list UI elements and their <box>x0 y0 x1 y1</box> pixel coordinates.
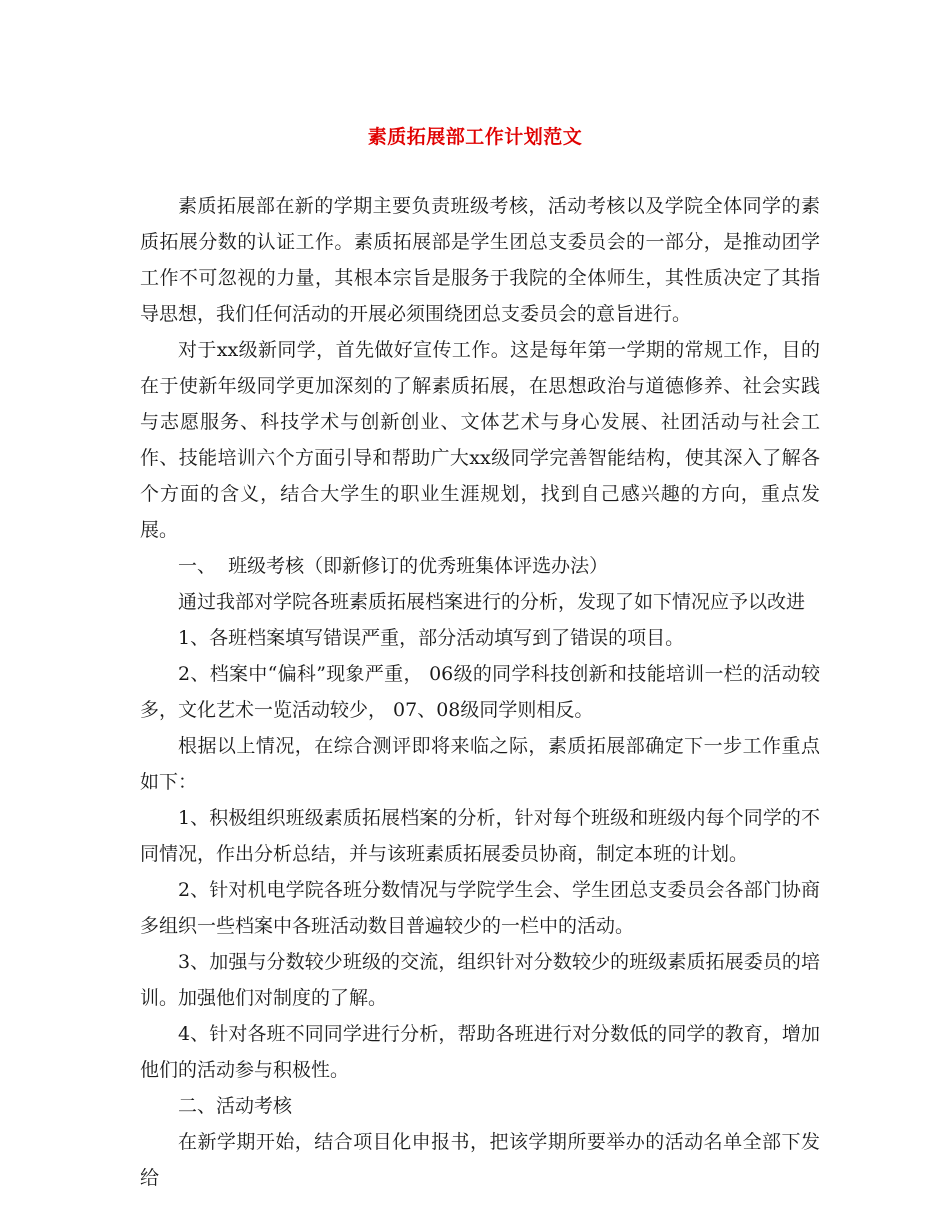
list-item-issue-2: 2、档案中“偏科”现象严重， 06级的同学科技创新和技能培训一栏的活动较多，文化艺术一览活动较少， 07、08级同学则相反。 <box>140 663 820 721</box>
paragraph-new-students: 对于xx级新同学，首先做好宣传工作。这是每年第一学期的常规工作，目的在于使新年级同学更加深刻的了解素质拓展，在思想政治与道德修养、社会实践与志愿服务、科技学术与创新创业、文体艺术与身心发展、社团活动与社会工作、技能培训六个方面引导和帮助广大xx级同学完善智能结构，使其深入了解各个方面的含义，结合大学生的职业生涯规划，找到自己感兴趣的方向，重点发展。 <box>140 339 820 541</box>
list-item-focus-2: 2、针对机电学院各班分数情况与学院学生会、学生团总支委员会各部门协商多组织一些档案中各班活动数目普遍较少的一栏中的活动。 <box>140 879 820 937</box>
section-heading-class-assessment: 一、 班级考核（即新修订的优秀班集体评选办法） <box>178 555 609 577</box>
paragraph-analysis: 通过我部对学院各班素质拓展档案进行的分析，发现了如下情况应予以改进 <box>178 591 806 613</box>
paragraph-activity-start: 在新学期开始，结合项目化申报书，把该学期所要举办的活动名单全部下发给 <box>140 1131 820 1189</box>
list-item-focus-3: 3、加强与分数较少班级的交流，组织针对分数较少的班级素质拓展委员的培训。加强他们对制度的了解。 <box>140 951 820 1009</box>
list-item-issue-1: 1、各班档案填写错误严重，部分活动填写到了错误的项目。 <box>178 627 685 649</box>
list-item-focus-4: 4、针对各班不同同学进行分析，帮助各班进行对分数低的同学的教育，增加他们的活动参与积极性。 <box>140 1023 820 1081</box>
paragraph-intro: 素质拓展部在新的学期主要负责班级考核，活动考核以及学院全体同学的素质拓展分数的认证工作。素质拓展部是学生团总支委员会的一部分，是推动团学工作不可忽视的力量，其根本宗旨是服务于我院的全体师生，其性质决定了其指导思想，我们任何活动的开展必须围绕团总支委员会的意旨进行。 <box>140 195 820 325</box>
section-heading-activity-assessment: 二、活动考核 <box>178 1095 293 1117</box>
document-title: 素质拓展部工作计划范文 <box>367 126 583 148</box>
list-item-focus-1: 1、积极组织班级素质拓展档案的分析，针对每个班级和班级内每个同学的不同情况，作出分析总结，并与该班素质拓展委员协商，制定本班的计划。 <box>140 807 820 865</box>
document-body <box>140 188 820 1196</box>
paragraph-work-focus: 根据以上情况，在综合测评即将来临之际，素质拓展部确定下一步工作重点如下： <box>140 735 820 793</box>
